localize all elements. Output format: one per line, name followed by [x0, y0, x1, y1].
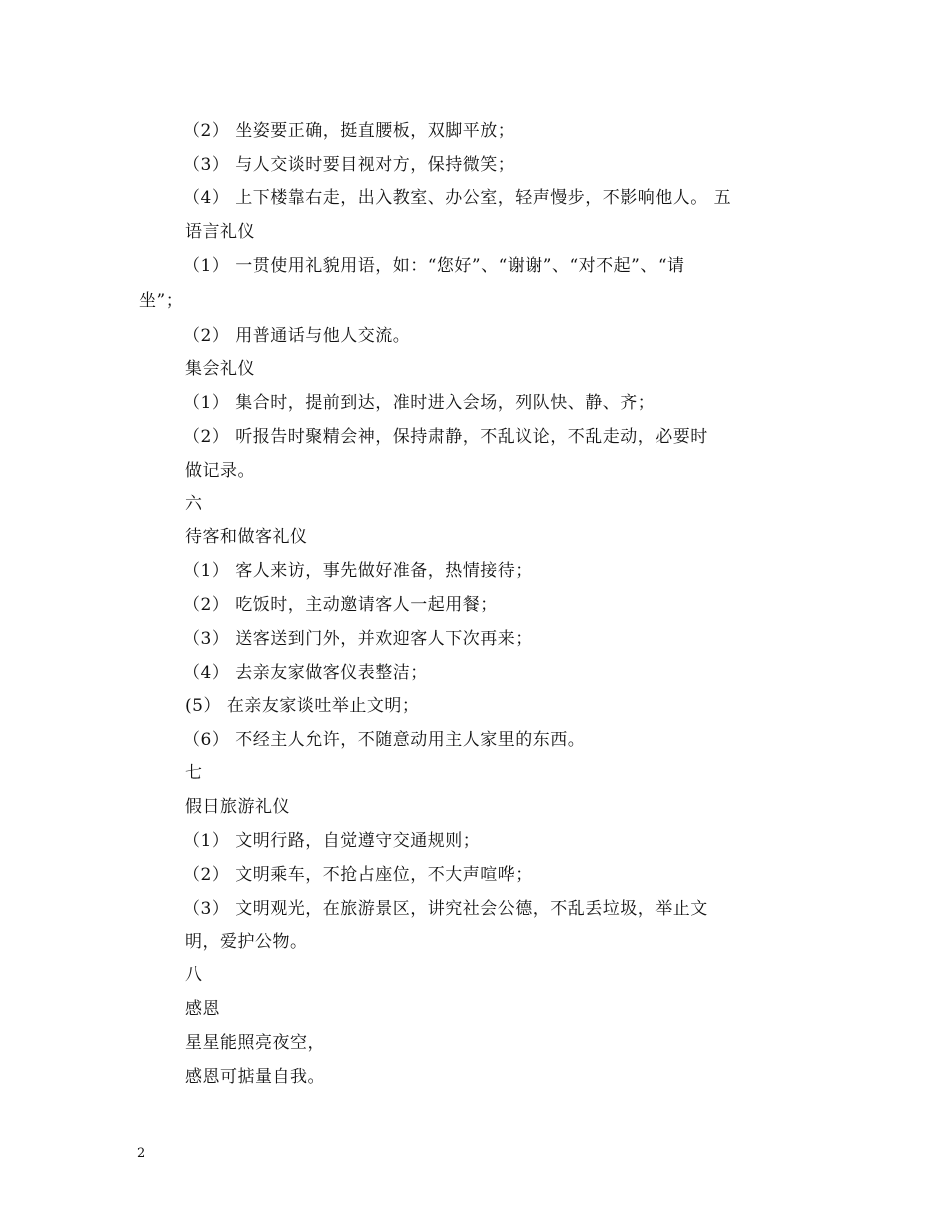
- section-number: 六: [185, 494, 203, 514]
- text-line: （1） 文明行路，自觉遵守交通规则；: [183, 831, 481, 851]
- text-line: （1） 客人来访，事先做好准备，热情接待；: [183, 561, 533, 581]
- text-line: （1） 一贯使用礼貌用语，如：“您好”、“谢谢”、“对不起”、“请: [183, 256, 685, 276]
- text-line: （2） 吃饭时，主动邀请客人一起用餐；: [183, 595, 498, 615]
- text-line: （6） 不经主人允许，不随意动用主人家里的东西。: [183, 730, 586, 750]
- section-number: 七: [185, 763, 203, 783]
- text-line: 明，爱护公物。: [185, 932, 308, 952]
- section-heading: 感恩: [185, 999, 220, 1019]
- text-line: 星星能照亮夜空，: [185, 1033, 325, 1053]
- section-heading: 待客和做客礼仪: [185, 527, 308, 547]
- text-line: （4） 去亲友家做客仪表整洁；: [183, 663, 428, 683]
- text-line: （3） 送客送到门外，并欢迎客人下次再来；: [183, 629, 533, 649]
- text-line: 感恩可掂量自我。: [185, 1067, 325, 1087]
- section-heading: 假日旅游礼仪: [185, 797, 290, 817]
- text-line: （1） 集合时，提前到达，准时进入会场，列队快、静、齐；: [183, 393, 656, 413]
- text-line: 做记录。: [185, 461, 255, 481]
- section-number: 八: [185, 965, 203, 985]
- text-line: （4） 上下楼靠右走，出入教室、办公室，轻声慢步，不影响他人。 五: [183, 188, 732, 208]
- page-number: 2: [137, 1146, 146, 1161]
- text-line: （2） 文明乘车，不抢占座位，不大声喧哗；: [183, 865, 533, 885]
- text-line: （3） 与人交谈时要目视对方，保持微笑；: [183, 155, 516, 175]
- text-line: （2） 用普通话与他人交流。: [183, 326, 411, 346]
- text-line: （2） 坐姿要正确，挺直腰板，双脚平放；: [183, 121, 516, 141]
- text-line: 坐”；: [139, 291, 184, 311]
- section-heading: 集会礼仪: [185, 359, 255, 379]
- text-line: （3） 文明观光，在旅游景区，讲究社会公德，不乱丢垃圾，举止文: [183, 899, 708, 919]
- text-line: （2） 听报告时聚精会神，保持肃静，不乱议论，不乱走动，必要时: [183, 427, 708, 447]
- text-line: (5） 在亲友家谈吐举止文明；: [185, 696, 420, 716]
- section-heading: 语言礼仪: [185, 222, 255, 242]
